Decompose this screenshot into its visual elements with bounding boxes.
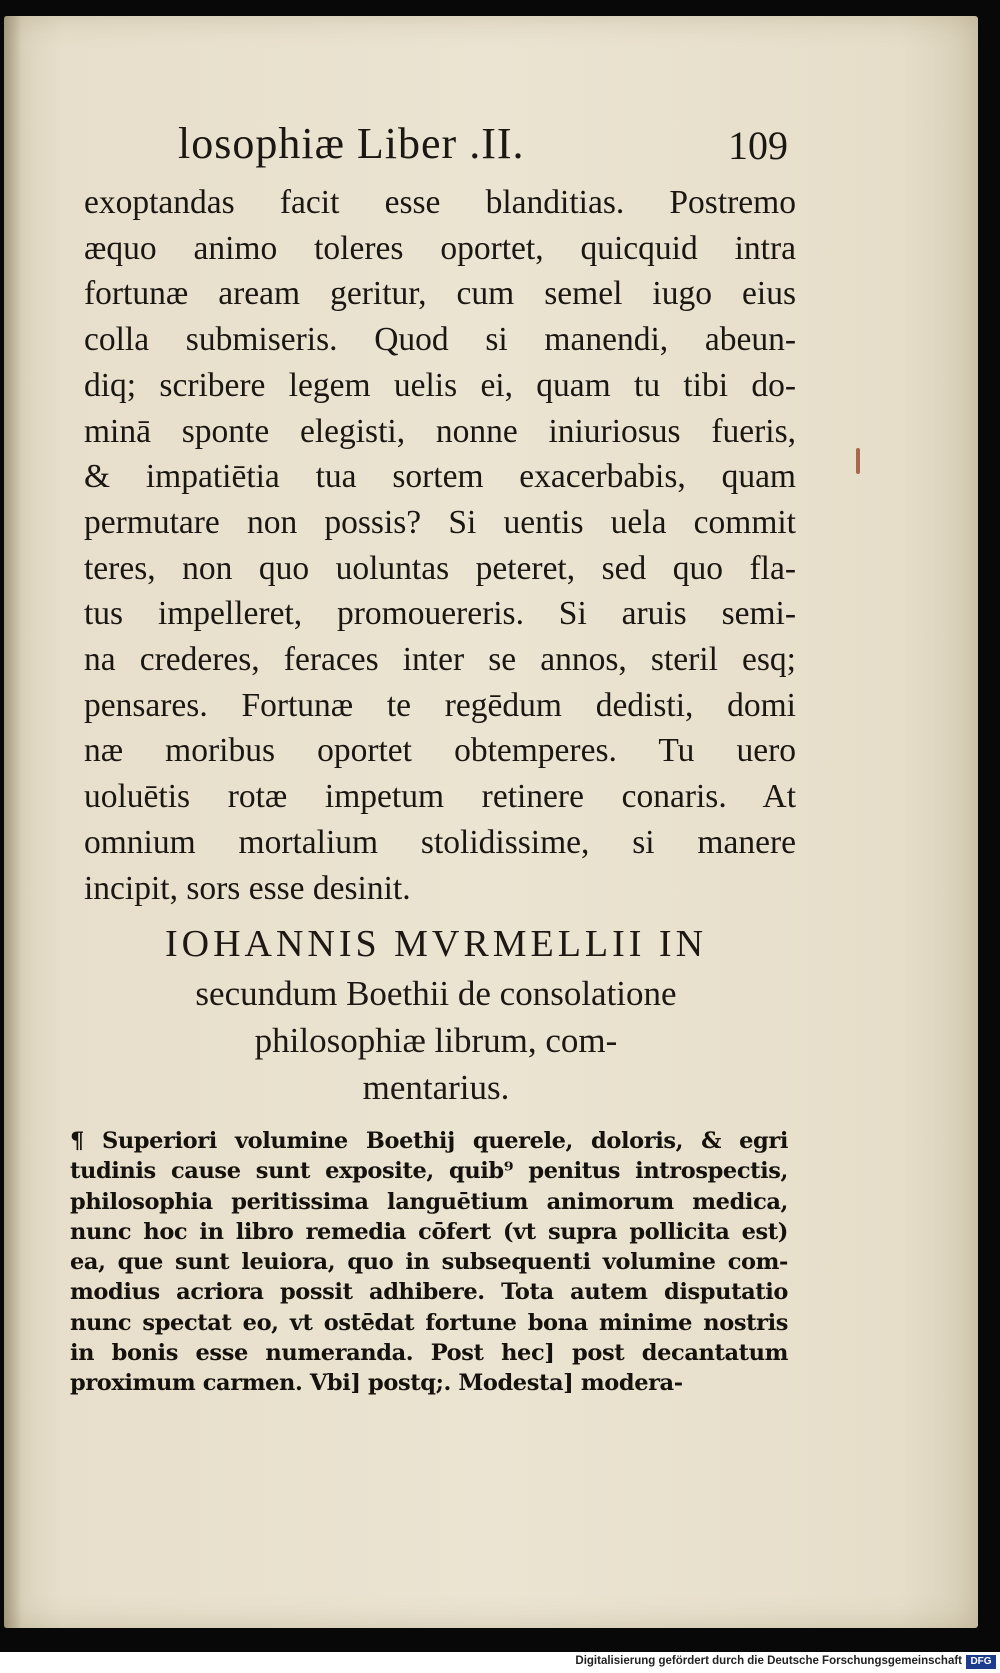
footer-bar — [0, 1652, 1000, 1673]
commentary-block — [70, 1126, 788, 1399]
page-gutter-shadow — [4, 16, 22, 1628]
text-line: fortunæ aream geritur, cum semel iugo eius — [84, 275, 796, 313]
text-line: omnium mortalium stolidissime, si manere — [84, 823, 796, 861]
heading-line-2: secundum Boethii de consolatione — [195, 974, 677, 1013]
commentary-line: tudinis cause sunt exposite, quib⁹ penitus introspectis, — [70, 1158, 788, 1185]
heading-line-1: IOHANNIS MVRMELLII IN — [164, 923, 708, 965]
heading-line-3: philosophiæ librum, com- — [254, 1021, 618, 1060]
commentary-line: nunc spectat eo, vt ostēdat fortune bona minime nostris — [70, 1309, 788, 1336]
text-line: diq; scribere legem uelis ei, quam tu tibi do- — [84, 366, 796, 404]
text-line: permutare non possis? Si uentis uela commit — [84, 503, 796, 541]
commentary-line: ea, que sunt leuiora, quo in subsequenti volumine com- — [70, 1249, 788, 1276]
commentary-line: nunc hoc in libro remedia cōfert (vt supra pollicita est) — [70, 1218, 788, 1245]
text-line: & impatiētia tua sortem exacerbabis, quam — [84, 458, 796, 496]
running-head — [178, 118, 798, 174]
text-line: na crederes, feraces inter se annos, steril esq; — [84, 641, 796, 679]
ink-stain — [856, 448, 860, 474]
page-number: 109 — [728, 123, 788, 168]
running-head-title: losophiæ Liber .II. — [178, 119, 525, 168]
text-line: teres, non quo uoluntas peteret, sed quo fla- — [84, 549, 796, 587]
main-text-block — [84, 180, 796, 911]
text-line: incipit, sors esse desinit. — [84, 869, 411, 907]
text-line: exoptandas facit esse blanditias. Postremo — [84, 184, 796, 221]
text-line: tus impelleret, promouereris. Si aruis semi- — [84, 595, 796, 633]
commentary-line: proximum carmen. Vbi] postq;. Modesta] modera- — [70, 1370, 683, 1397]
commentary-line: in bonis esse numeranda. Post hec] post decantatum — [70, 1340, 788, 1367]
heading-line-4: mentarius. — [362, 1068, 510, 1107]
funding-credit: Digitalisierung gefördert durch die Deutsche Forschungsgemeinschaft — [575, 1655, 962, 1667]
commentary-line: philosophia peritissima languētium animorum medica, — [70, 1188, 788, 1215]
commentary-line: modius acriora possit adhibere. Tota autem disputatio — [70, 1279, 788, 1306]
text-line: colla submiseris. Quod si manendi, abeun- — [84, 321, 796, 359]
commentary-line: ¶ Superiori volumine Boethij querele, doloris, & egri — [70, 1128, 788, 1154]
text-line: æquo animo toleres oportet, quicquid intra — [84, 229, 796, 267]
text-line: uoluētis rotæ impetum retinere conaris. At — [84, 778, 796, 816]
text-line: minā sponte elegisti, nonne iniuriosus fueris, — [84, 412, 796, 450]
text-line: pensares. Fortunæ te regēdum dedisti, domi — [84, 686, 796, 724]
commentary-heading — [76, 918, 796, 1111]
dfg-logo-icon: DFG — [966, 1655, 996, 1669]
text-line: næ moribus oportet obtemperes. Tu uero — [84, 732, 796, 770]
